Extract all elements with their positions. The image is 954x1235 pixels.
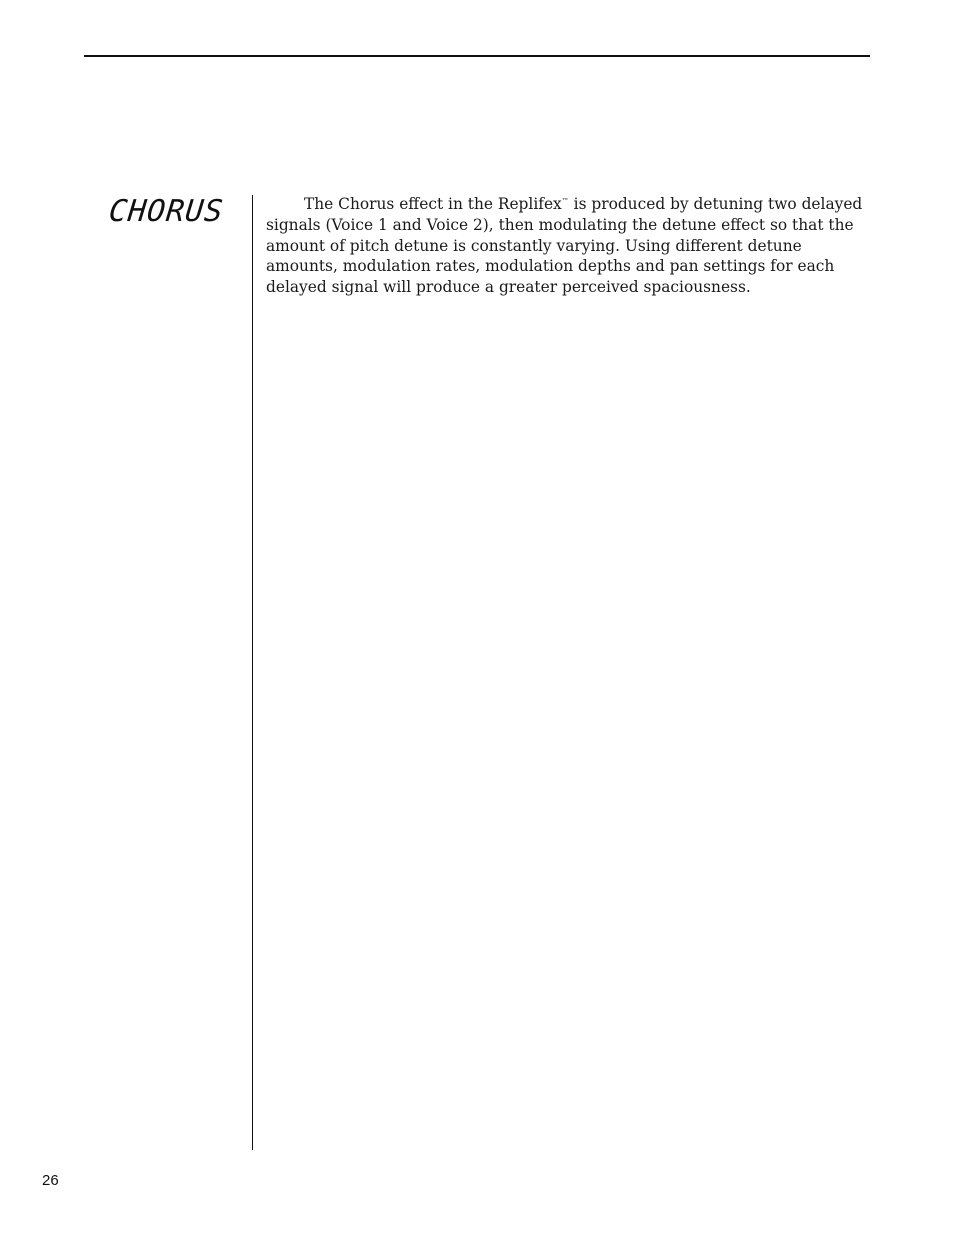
body-text-part1: The Chorus effect in the Replifex [304, 195, 562, 213]
body-paragraph [266, 194, 872, 298]
trademark-symbol: ™ [561, 196, 569, 205]
section-title: CHORUS [107, 194, 226, 229]
header-rule [84, 55, 870, 57]
column-divider [252, 195, 253, 1150]
body-text-part2: is produced by detuning two delayed signals (Voice 1 and Voice 2), then modulating the detune effect so that the amount of pitch detune is constantly varying. Using different detune amounts, modulation rates, modulation depths and pan settings for each delayed signal will produce a greater perceived spaciousness. [266, 195, 863, 297]
page-number: 26 [42, 1172, 59, 1189]
